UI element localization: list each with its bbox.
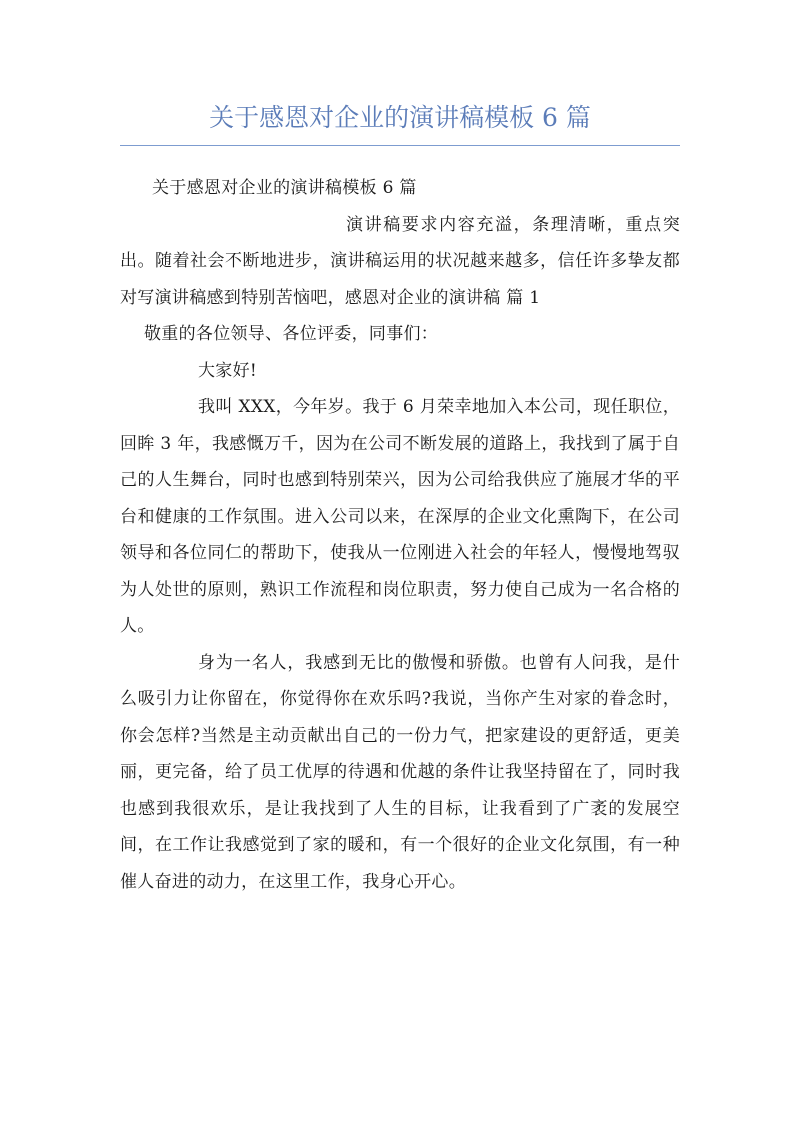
greeting-paragraph: 敬重的各位领导、各位评委，同事们： (144, 324, 439, 344)
hello-paragraph: 大家好! (198, 360, 258, 381)
document-body (120, 170, 680, 900)
document-title: 关于感恩对企业的演讲稿模板 6 篇 (209, 103, 591, 132)
subtitle-paragraph: 关于感恩对企业的演讲稿模板 6 篇 (152, 178, 417, 198)
body-paragraph-2: 身为一名人，我感到无比的傲慢和骄傲。也曾有人问我，是什么吸引力让你留在，你觉得你在欢乐吗?我说，当你产生对家的眷念时，你会怎样?当然是主动贡献出自己的一份力气，把家建设的更舒适，更美丽，更完备，给了员工优厚的待遇和优越的条件让我坚持留在了，同时我也感到我很欢乐，是让我找到了人生的目标，让我看到了广袤的发展空间，在工作让我感觉到了家的暖和，有一个很好的企业文化氛围，有一种催人奋进的动力，在这里工作，我身心开心。 (120, 652, 680, 892)
title-divider (120, 145, 680, 146)
body-paragraph-1: 我叫 XXX，今年岁。我于 6 月荣幸地加入本公司，现任职位，回眸 3 年，我感慨万千，因为在公司不断发展的道路上，我找到了属于自己的人生舞台，同时也感到特别荣兴，因为公司给我供应了施展才华的平台和健康的工作氛围。进入公司以来，在深厚的企业文化熏陶下，在公司领导和各位同仁的帮助下，使我从一位刚进入社会的年轻人，慢慢地驾驭为人处世的原则，熟识工作流程和岗位职责，努力使自己成为一名合格的人。 (120, 397, 680, 636)
intro-paragraph: 演讲稿要求内容充溢，条理清晰，重点突出。随着社会不断地进步，演讲稿运用的状况越来越多，信任许多挚友都对写演讲稿感到特别苦恼吧，感恩对企业的演讲稿 篇 1 (120, 214, 680, 308)
